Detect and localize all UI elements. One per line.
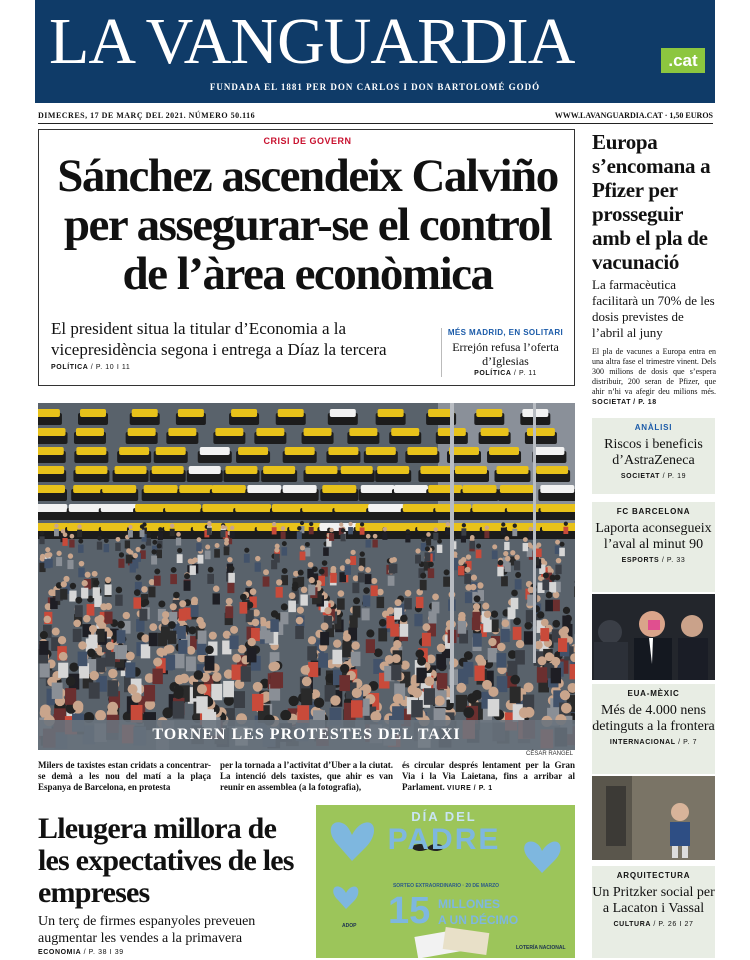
ad-logo-left: ADOP [342, 923, 357, 929]
ad-line1: DÍA DEL [411, 809, 477, 824]
arq-ref [592, 921, 715, 928]
page-ref: / P. 19 [662, 473, 687, 480]
section-label: SOCIETAT [592, 399, 632, 406]
page-ref: / P. 18 [633, 399, 657, 406]
barca-headline[interactable]: Laporta aconsegueix l’aval al minut 90 [595, 521, 712, 552]
lead-headline[interactable]: Sánchez ascendeix Calviño per assegurar-se el control de l’àrea econòmica [57, 150, 558, 300]
taxi-protest-photo [38, 403, 575, 750]
photo-text-col2: per la tornada a l’activitat d’Uber a la ciutat. La intenció dels taxistes, que ahir es van reunir en assemblea (a la fotografia), [220, 760, 393, 792]
page-ref: / P. 7 [678, 739, 698, 746]
page-ref: / P. 33 [661, 557, 686, 564]
border-illustration [592, 776, 715, 860]
photo-caption: TORNEN LES PROTESTES DEL TAXI [38, 720, 575, 750]
masthead [35, 0, 715, 103]
ad-millions: MILLONES [438, 897, 500, 911]
ad-per-ticket: A UN DÉCIMO [438, 913, 519, 927]
photo-text: és circular després lentament per la Gran Via i la Via Laietana, fins a arribar al Parlament. [402, 760, 575, 792]
arq-panel[interactable] [592, 866, 715, 958]
masthead-title[interactable]: LA VANGUARDIA [49, 5, 575, 78]
photo-illustration [38, 403, 575, 750]
europa-deck: La farmacèutica facilitarà un 70% de les dosis previstes de l’abril al juny [592, 277, 715, 340]
bottom-headline[interactable]: Lleugera millora de les expectatives de les empreses [38, 812, 294, 909]
bottom-ref [38, 949, 124, 956]
lead-deck: El president situa la titular d’Economia a la vicepresidència segona i entrega a Díaz la tercera [51, 319, 387, 359]
europa-text: El pla de vacunes a Europa entra en una altra fase el trimestre vinent. Dels 300 milions de dosis que s’espera distribuir, 200 seran de Pfizer, que ahir n’hi va afegir deu milions més. [592, 347, 716, 396]
section-label: CULTURA [613, 921, 651, 928]
lead-kicker: CRISI DE GOVERN [263, 136, 352, 146]
section-label: POLÍTICA [51, 364, 89, 371]
side-story[interactable] [441, 328, 569, 377]
ad-big-number: 15 [388, 890, 431, 932]
section-label: ESPORTS [621, 557, 660, 564]
border-children-photo [592, 776, 715, 860]
mexic-headline[interactable]: Més de 4.000 nens detinguts a la frontera [592, 703, 715, 734]
lead-ref [51, 364, 130, 371]
masthead-tagline: FUNDADA EL 1881 PER DON CARLOS I DON BARTOLOMÉ GODÓ [209, 82, 541, 92]
section-label: SOCIETAT [620, 473, 661, 480]
section-label: VIURE [447, 785, 472, 792]
barca-ref [592, 557, 715, 564]
side-kicker: MÉS MADRID, EN SOLITARI [447, 328, 564, 337]
barca-kicker: FC BARCELONA [616, 507, 691, 516]
lead-story[interactable] [38, 129, 575, 386]
ad-line2: PADRE [387, 823, 501, 856]
analisi-ref [592, 473, 715, 480]
ad-logo-right: LOTERÍA NACIONAL [516, 945, 566, 951]
europa-headline[interactable]: Europa s’encomana a Pfizer per prosseguir amb el pla de vacunació [592, 130, 711, 274]
arq-kicker: ARQUITECTURA [616, 871, 691, 880]
divider [38, 123, 713, 124]
page-ref: / P. 10 I 11 [90, 364, 131, 371]
bottom-deck: Un terç de firmes espanyoles preveuen augmentar les vendes a la primavera [38, 914, 256, 946]
side-ref [442, 370, 569, 377]
laporta-photo [592, 594, 715, 680]
dateline: DIMECRES, 17 DE MARÇ DEL 2021. NÚMERO 50.116 [38, 111, 256, 120]
photo-text-col1: Milers de taxistes estan cridats a concentrar-se demà a les nou del matí a la plaça Espanya de Barcelona, en protesta [38, 760, 211, 792]
page-ref: / P. 38 I 39 [83, 949, 124, 956]
barca-panel[interactable] [592, 502, 715, 592]
cat-badge[interactable]: .cat [661, 48, 705, 73]
laporta-illustration [592, 594, 715, 680]
page-ref: / P. 1 [473, 785, 493, 792]
lottery-advert[interactable] [316, 805, 575, 958]
page-ref: / P. 11 [513, 370, 537, 377]
side-headline[interactable]: Errejón refusa l’oferta d’Iglesias [452, 340, 559, 368]
mexic-ref [592, 739, 715, 746]
ad-sorteo: SORTEO EXTRAORDINARIO · 20 DE MARZO [392, 883, 500, 889]
analisi-panel[interactable] [592, 418, 715, 494]
analisi-kicker: ANÀLISI [634, 423, 673, 432]
mexic-panel[interactable] [592, 684, 715, 774]
ad-title [374, 805, 514, 856]
section-label: INTERNACIONAL [609, 739, 676, 746]
photo-credit: CÉSAR RANGEL [525, 751, 573, 757]
europa-body [592, 347, 716, 408]
arq-headline[interactable]: Un Pritzker social per a Lacaton i Vassal [592, 885, 715, 916]
photo-text-col3 [402, 760, 575, 794]
website-price[interactable]: WWW.LAVANGUARDIA.CAT · 1,50 EUROS [554, 111, 713, 120]
section-label: POLÍTICA [474, 370, 512, 377]
page-ref: / P. 26 I 27 [653, 921, 694, 928]
section-label: ECONOMIA [38, 949, 82, 956]
mexic-kicker: EUA-MÈXIC [627, 689, 680, 698]
analisi-headline[interactable]: Riscos i beneficis d’AstraZeneca [604, 437, 703, 468]
